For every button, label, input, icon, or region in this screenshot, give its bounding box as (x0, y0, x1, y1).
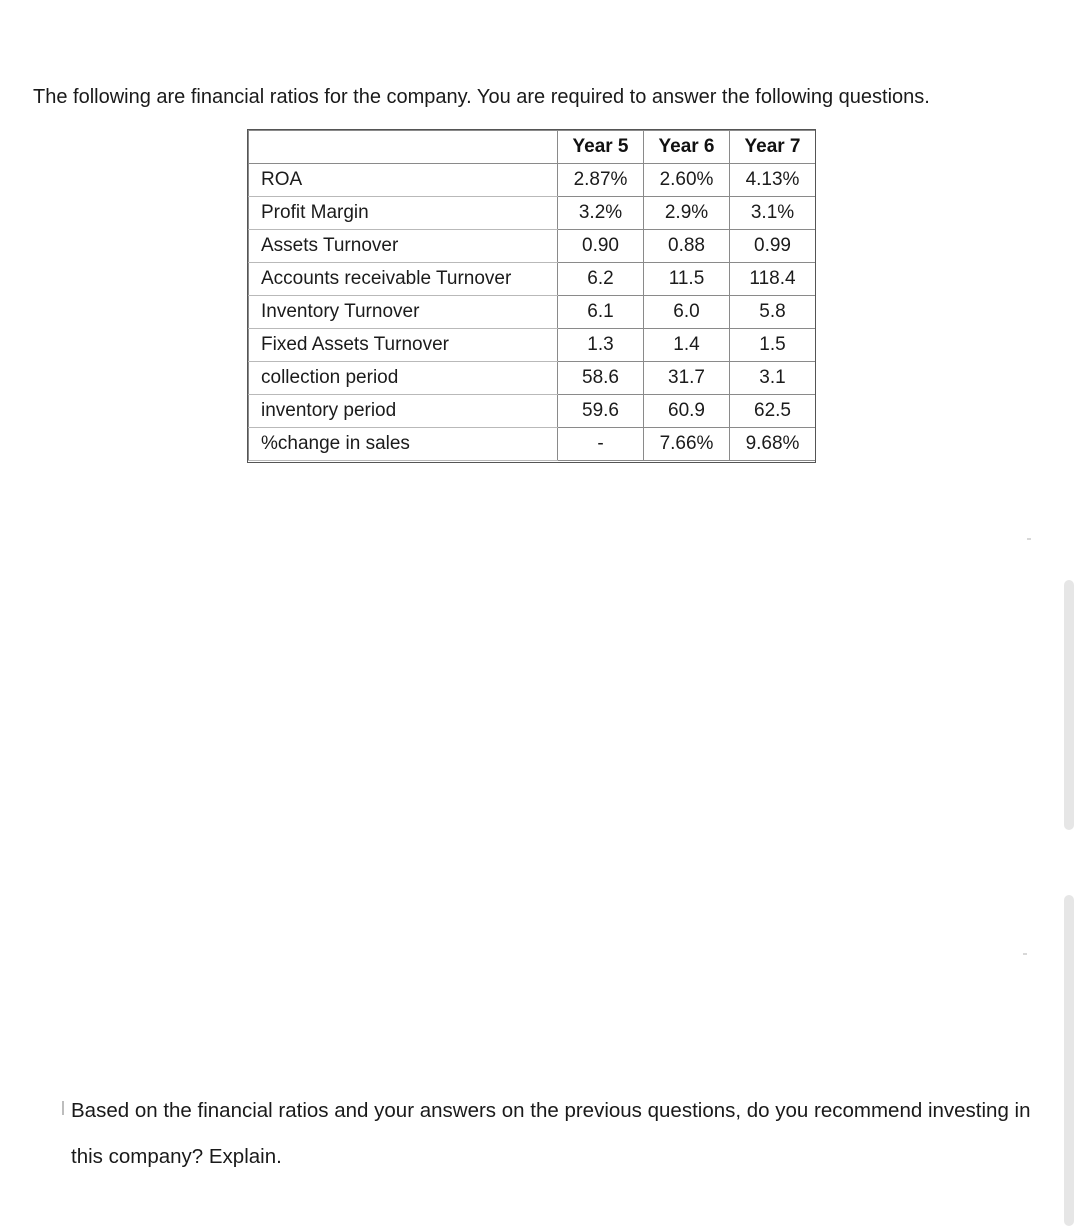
cell-year-5: 59.6 (558, 395, 644, 428)
cell-year-7: 0.99 (730, 230, 816, 263)
row-label: Profit Margin (249, 197, 558, 230)
cell-year-6: 60.9 (644, 395, 730, 428)
row-label: %change in sales (249, 428, 558, 461)
cell-year-5: 1.3 (558, 329, 644, 362)
cell-year-7: 5.8 (730, 296, 816, 329)
cell-year-5: 2.87% (558, 164, 644, 197)
cell-year-5: 6.1 (558, 296, 644, 329)
page-edge-shadow (1064, 895, 1074, 1226)
intro-text: The following are financial ratios for the company. You are required to answer the following questions. (33, 86, 930, 108)
table-row-collection-period (249, 362, 816, 395)
cell-year-6: 0.88 (644, 230, 730, 263)
cell-year-6: 6.0 (644, 296, 730, 329)
cell-year-5: 3.2% (558, 197, 644, 230)
table-row-fixed-assets-turnover (249, 329, 816, 362)
row-label: Fixed Assets Turnover (249, 329, 558, 362)
table-row-inventory-period (249, 395, 816, 428)
cell-year-6: 1.4 (644, 329, 730, 362)
header-year-5: Year 5 (558, 131, 644, 164)
cell-year-6: 2.60% (644, 164, 730, 197)
row-label: Inventory Turnover (249, 296, 558, 329)
cell-year-5: 0.90 (558, 230, 644, 263)
cell-year-7: 1.5 (730, 329, 816, 362)
table-row-profit-margin (249, 197, 816, 230)
cell-year-5: - (558, 428, 644, 461)
row-label: ROA (249, 164, 558, 197)
cell-year-6: 31.7 (644, 362, 730, 395)
cell-year-6: 7.66% (644, 428, 730, 461)
table-header-row (249, 131, 816, 164)
cell-year-7: 9.68% (730, 428, 816, 461)
scan-artifact (1027, 538, 1031, 540)
question-text: Based on the financial ratios and your answers on the previous questions, do you recommend investing in this company? Explain. (71, 1099, 1031, 1168)
row-label: Assets Turnover (249, 230, 558, 263)
financial-ratios-table (248, 130, 816, 461)
table-row-roa (249, 164, 816, 197)
cell-year-7: 4.13% (730, 164, 816, 197)
table-row-assets-turnover (249, 230, 816, 263)
table-row-inventory-turnover (249, 296, 816, 329)
question-marker (62, 1101, 64, 1115)
cell-year-7: 3.1% (730, 197, 816, 230)
cell-year-7: 118.4 (730, 263, 816, 296)
scan-artifact (1023, 953, 1027, 955)
row-label: inventory period (249, 395, 558, 428)
header-year-7: Year 7 (730, 131, 816, 164)
cell-year-5: 6.2 (558, 263, 644, 296)
row-label: Accounts receivable Turnover (249, 263, 558, 296)
cell-year-5: 58.6 (558, 362, 644, 395)
table-row-change-in-sales (249, 428, 816, 461)
header-year-6: Year 6 (644, 131, 730, 164)
cell-year-6: 11.5 (644, 263, 730, 296)
header-corner-cell (249, 131, 558, 164)
page-edge-shadow (1064, 580, 1074, 830)
cell-year-7: 62.5 (730, 395, 816, 428)
cell-year-7: 3.1 (730, 362, 816, 395)
cell-year-6: 2.9% (644, 197, 730, 230)
row-label: collection period (249, 362, 558, 395)
table-row-accounts-receivable-turnover (249, 263, 816, 296)
